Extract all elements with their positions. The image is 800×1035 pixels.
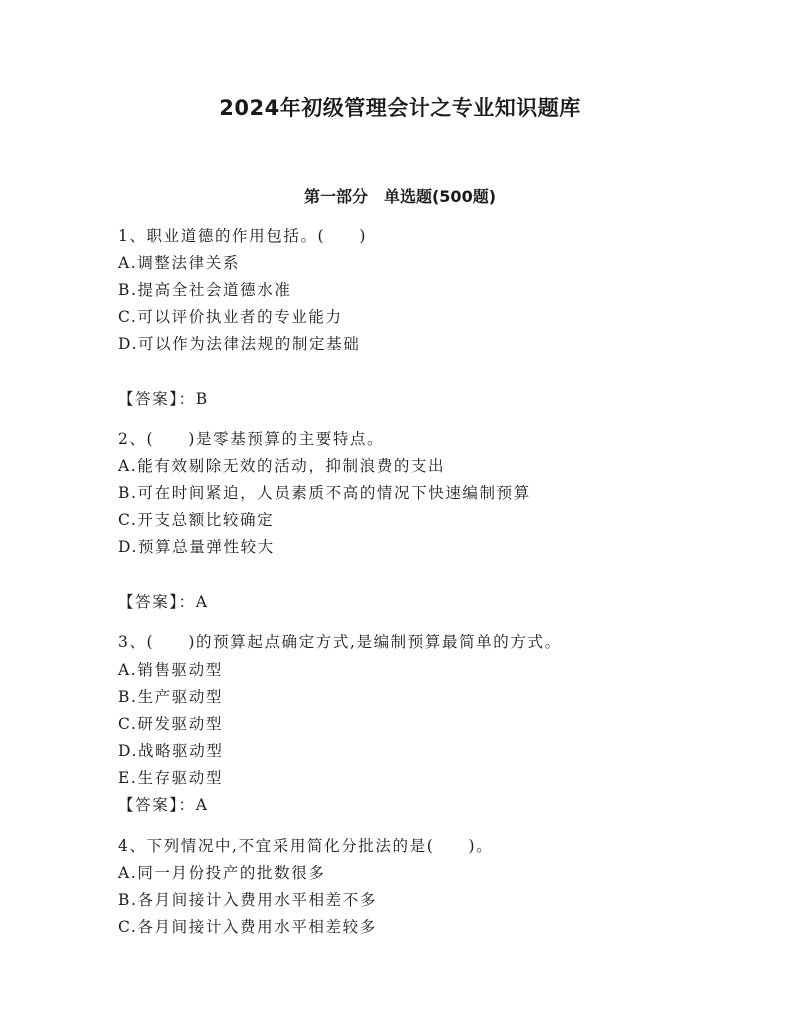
question-3-option-b: B.生产驱动型	[118, 688, 224, 706]
question-3-option-c: C.研发驱动型	[118, 715, 223, 733]
question-4-stem: 4、下列情况中,不宜采用简化分批法的是( )。	[118, 837, 494, 855]
question-2-option-a: A.能有效剔除无效的活动，抑制浪费的支出	[118, 457, 446, 475]
question-3-answer: 【答案】：A	[118, 796, 209, 814]
question-4-option-b: B.各月间接计入费用水平相差不多	[118, 891, 377, 909]
question-3-option-a: A.销售驱动型	[118, 661, 223, 679]
question-1-option-a: A.调整法律关系	[118, 254, 240, 272]
question-1-option-c: C.可以评价执业者的专业能力	[118, 308, 343, 326]
question-4-option-a: A.同一月份投产的批数很多	[118, 864, 326, 882]
question-3-stem: 3、( )的预算起点确定方式,是编制预算最简单的方式。	[118, 633, 562, 651]
question-2-option-c: C.开支总额比较确定	[118, 511, 275, 529]
question-3-option-d: D.战略驱动型	[118, 742, 224, 760]
question-1-option-d: D.可以作为法律法规的制定基础	[118, 335, 361, 353]
question-3-option-e: E.生存驱动型	[118, 769, 223, 787]
document-title: 2024年初级管理会计之专业知识题库	[219, 96, 581, 120]
question-1-answer: 【答案】：B	[118, 390, 209, 408]
question-4-option-c: C.各月间接计入费用水平相差较多	[118, 918, 377, 936]
section-heading: 第一部分 单选题(500题)	[303, 187, 497, 206]
question-2-option-d: D.预算总量弹性较大	[118, 538, 275, 556]
question-1-stem: 1、职业道德的作用包括。( )	[118, 227, 368, 245]
question-2-answer: 【答案】：A	[118, 593, 209, 611]
question-2-option-b: B.可在时间紧迫，人员素质不高的情况下快速编制预算	[118, 484, 531, 502]
question-1-option-b: B.提高全社会道德水准	[118, 281, 292, 299]
question-2-stem: 2、( )是零基预算的主要特点。	[118, 430, 385, 448]
